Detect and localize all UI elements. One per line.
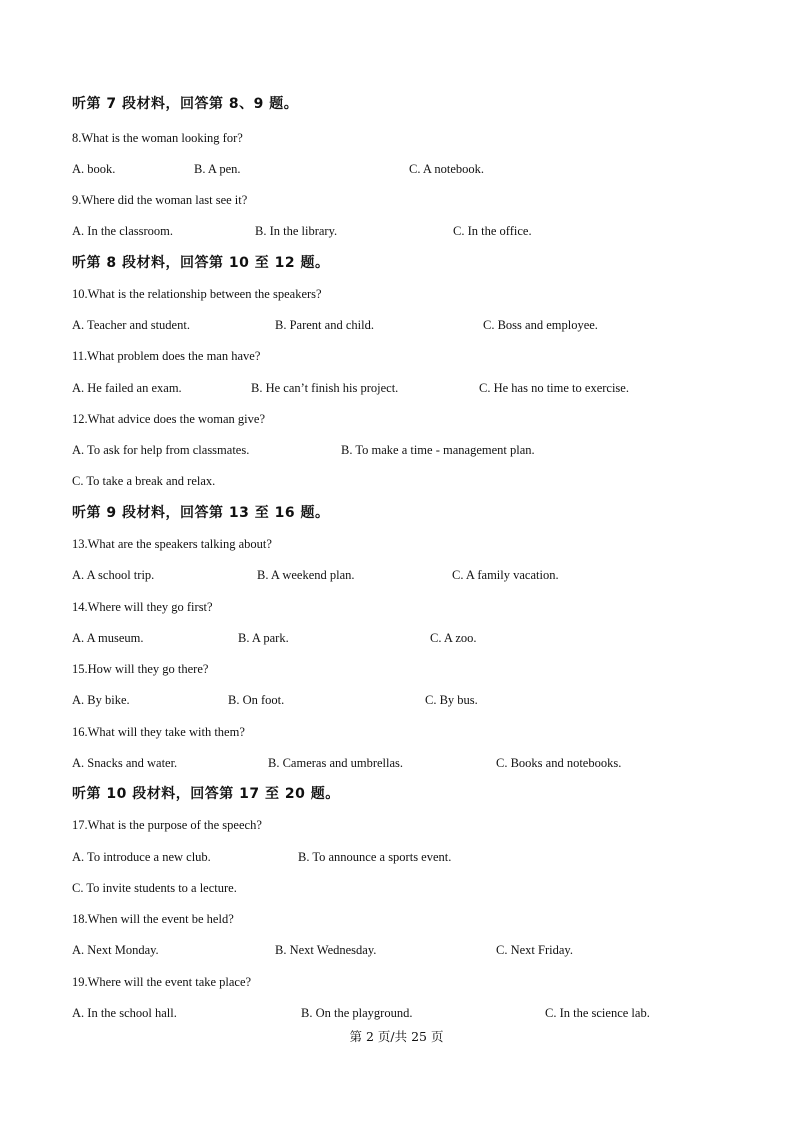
option-11a: A. He failed an exam. bbox=[72, 381, 182, 395]
option-11b: B. He can’t finish his project. bbox=[251, 381, 399, 395]
option-14b: B. A park. bbox=[238, 631, 289, 645]
option-9c: C. In the office. bbox=[453, 224, 532, 238]
question-18: 18.When will the event be held? bbox=[72, 912, 234, 926]
page-footer: 第 2 页/共 25 页 bbox=[349, 1029, 444, 1044]
option-14c: C. A zoo. bbox=[430, 631, 477, 645]
option-18b: B. Next Wednesday. bbox=[275, 943, 377, 957]
question-11: 11.What problem does the man have? bbox=[72, 349, 261, 363]
option-10b: B. Parent and child. bbox=[275, 318, 374, 332]
option-10c: C. Boss and employee. bbox=[483, 318, 598, 332]
option-17b: B. To announce a sports event. bbox=[298, 850, 452, 864]
option-10a: A. Teacher and student. bbox=[72, 318, 190, 332]
option-11c: C. He has no time to exercise. bbox=[479, 381, 629, 395]
option-12a: A. To ask for help from classmates. bbox=[72, 443, 250, 457]
question-19: 19.Where will the event take place? bbox=[72, 975, 252, 989]
section-header: 听第 10 段材料，回答第 17 至 20 题。 bbox=[72, 786, 340, 802]
option-13a: A. A school trip. bbox=[72, 568, 155, 582]
option-17c: C. To invite students to a lecture. bbox=[72, 881, 237, 895]
option-19b: B. On the playground. bbox=[301, 1006, 413, 1020]
question-14: 14.Where will they go first? bbox=[72, 600, 213, 614]
option-9b: B. In the library. bbox=[255, 224, 338, 238]
option-16c: C. Books and notebooks. bbox=[496, 756, 622, 770]
question-15: 15.How will they go there? bbox=[72, 662, 209, 676]
option-15b: B. On foot. bbox=[228, 693, 285, 707]
option-19a: A. In the school hall. bbox=[72, 1006, 177, 1020]
option-13c: C. A family vacation. bbox=[452, 568, 559, 582]
section-header: 听第 7 段材料，回答第 8、9 题。 bbox=[72, 96, 299, 112]
question-13: 13.What are the speakers talking about? bbox=[72, 537, 272, 551]
option-9a: A. In the classroom. bbox=[72, 224, 174, 238]
option-19c: C. In the science lab. bbox=[545, 1006, 650, 1020]
question-16: 16.What will they take with them? bbox=[72, 725, 245, 739]
option-13b: B. A weekend plan. bbox=[257, 568, 355, 582]
option-18c: C. Next Friday. bbox=[496, 943, 573, 957]
question-17: 17.What is the purpose of the speech? bbox=[72, 818, 262, 832]
option-8a: A. book. bbox=[72, 162, 116, 176]
option-15a: A. By bike. bbox=[72, 693, 130, 707]
question-10: 10.What is the relationship between the speakers? bbox=[72, 287, 322, 301]
option-8b: B. A pen. bbox=[194, 162, 241, 176]
option-14a: A. A museum. bbox=[72, 631, 144, 645]
option-15c: C. By bus. bbox=[425, 693, 478, 707]
option-12c: C. To take a break and relax. bbox=[72, 474, 216, 488]
option-16a: A. Snacks and water. bbox=[72, 756, 178, 770]
section-header: 听第 9 段材料，回答第 13 至 16 题。 bbox=[72, 505, 330, 521]
option-16b: B. Cameras and umbrellas. bbox=[268, 756, 404, 770]
option-18a: A. Next Monday. bbox=[72, 943, 159, 957]
option-8c: C. A notebook. bbox=[409, 162, 485, 176]
question-8: 8.What is the woman looking for? bbox=[72, 131, 243, 145]
section-header: 听第 8 段材料，回答第 10 至 12 题。 bbox=[72, 255, 330, 271]
option-12b: B. To make a time - management plan. bbox=[341, 443, 535, 457]
question-12: 12.What advice does the woman give? bbox=[72, 412, 265, 426]
option-17a: A. To introduce a new club. bbox=[72, 850, 211, 864]
question-9: 9.Where did the woman last see it? bbox=[72, 193, 248, 207]
